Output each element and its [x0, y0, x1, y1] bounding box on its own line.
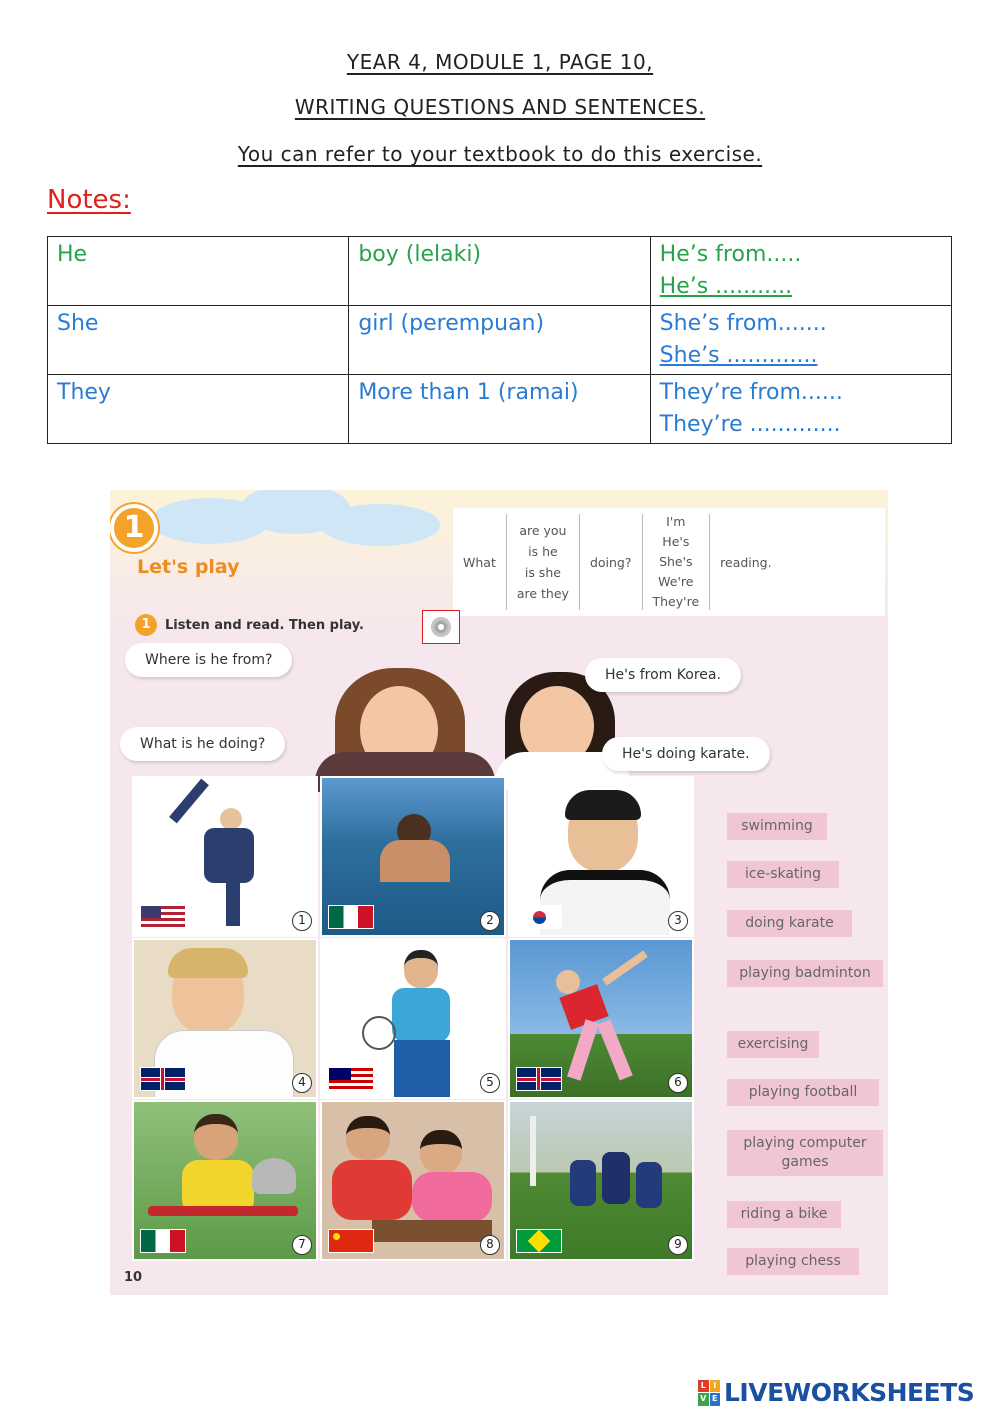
photo-swimming [320, 776, 506, 937]
pronoun-cell: They [48, 375, 349, 444]
notes-table [47, 236, 952, 444]
skater-body [204, 828, 254, 883]
activity-label: playing computer games [727, 1130, 883, 1176]
pattern-doing: She’s ............. [659, 343, 818, 368]
exercise-girl-arm [602, 950, 648, 985]
skater-leg [169, 779, 209, 824]
meaning-cell: More than 1 (ramai) [349, 375, 650, 444]
racket-icon [362, 1016, 396, 1050]
instruction-text: Listen and read. Then play. [165, 617, 364, 633]
flag-malaysia-icon [328, 1067, 374, 1091]
chess-girl-face [420, 1130, 462, 1174]
worksheet-subtitle [0, 95, 1000, 119]
meaning-cell: boy (lelaki) [349, 237, 650, 306]
grammar-col-answer [643, 514, 711, 610]
activity-label: playing football [727, 1079, 879, 1106]
activity-label: ice-skating [727, 861, 839, 888]
flag-brazil-icon [516, 1229, 562, 1253]
photo-karate [508, 776, 694, 937]
pattern-cell [650, 375, 951, 444]
photo-number: 4 [292, 1073, 312, 1093]
chess-mother-shirt [332, 1160, 412, 1220]
activity-label: doing karate [727, 910, 852, 937]
logo-mark-letter: V [698, 1393, 709, 1406]
section-title: Let's play [137, 556, 240, 578]
swimmer-back [380, 840, 450, 882]
badminton-girl-shorts [394, 1040, 450, 1099]
liveworksheets-logo[interactable] [698, 1378, 974, 1407]
notes-row-she [48, 306, 952, 375]
flag-mexico-icon [140, 1229, 186, 1253]
unit-number-badge: 1 [110, 504, 158, 552]
grammar-box [453, 508, 885, 616]
flag-korea-icon [516, 905, 562, 929]
flag-uk-icon [516, 1067, 562, 1091]
chess-board [372, 1220, 492, 1242]
pattern-from: They’re from...... [659, 380, 843, 405]
flag-usa-icon [140, 905, 186, 929]
photo-exercising [508, 938, 694, 1099]
logo-mark-letter: I [710, 1380, 721, 1393]
speech-bubble: Where is he from? [125, 643, 292, 677]
photo-number: 5 [480, 1073, 500, 1093]
photo-number: 9 [668, 1235, 688, 1255]
cloud-decoration [320, 504, 440, 546]
photo-number: 3 [668, 911, 688, 931]
logo-text: LIVEWORKSHEETS [724, 1378, 975, 1407]
grammar-word: reading. [720, 554, 772, 570]
activity-label: playing badminton [727, 960, 883, 987]
photo-riding-bike [132, 1100, 318, 1261]
pronoun-cell: He [48, 237, 349, 306]
pattern-from: She’s from....... [659, 311, 827, 336]
grammar-word: What [463, 554, 496, 570]
instruction-number: 1 [135, 614, 157, 636]
grammar-col-verb [710, 514, 781, 610]
logo-mark-icon [698, 1380, 720, 1406]
photo-number: 1 [292, 911, 312, 931]
flag-mexico-icon [328, 905, 374, 929]
pattern-doing: He’s ........... [659, 274, 793, 299]
grammar-col-what [453, 514, 507, 610]
football-player [636, 1162, 662, 1208]
badminton-girl-face [404, 950, 438, 988]
football-player [602, 1152, 630, 1204]
flag-china-icon [328, 1229, 374, 1253]
gamer-hair [168, 948, 248, 978]
pattern-from: He’s from..... [659, 242, 802, 267]
logo-mark-letter: E [710, 1393, 721, 1406]
grammar-word: is he [528, 544, 558, 559]
photo-football [508, 1100, 694, 1261]
photo-chess [320, 1100, 506, 1261]
title-line-3: You can refer to your textbook to do this exercise. [237, 142, 763, 166]
photo-ice-skating [132, 776, 318, 937]
speech-bubble: He's from Korea. [585, 658, 741, 692]
speech-bubble: What is he doing? [120, 727, 285, 761]
grammar-word: He's [662, 534, 690, 549]
cd-icon [431, 617, 451, 637]
football-player [570, 1160, 596, 1206]
grammar-word: is she [524, 565, 561, 580]
karate-boy-hair [565, 790, 641, 820]
photo-number: 6 [668, 1073, 688, 1093]
notes-row-he [48, 237, 952, 306]
skater-leg [226, 878, 240, 926]
title-line-2: WRITING QUESTIONS AND SENTENCES. [294, 95, 706, 119]
badminton-girl-shirt [392, 988, 450, 1042]
skater-head [220, 808, 242, 830]
grammar-word: are they [516, 586, 569, 601]
chess-girl-shirt [412, 1172, 492, 1222]
audio-cd-button[interactable] [422, 610, 460, 644]
photo-number: 2 [480, 911, 500, 931]
photo-computer-games [132, 938, 318, 1099]
grammar-word: I'm [666, 514, 686, 529]
worksheet-instruction [0, 142, 1000, 166]
photo-badminton [320, 938, 506, 1099]
grammar-word: She's [659, 554, 693, 569]
goal-post [530, 1116, 536, 1186]
textbook-page-number: 10 [124, 1270, 143, 1285]
notes-label: Notes: [47, 185, 131, 215]
activity-label: playing chess [727, 1248, 859, 1275]
helmet-icon [252, 1158, 296, 1194]
activity-label: swimming [727, 813, 827, 840]
grammar-col-doing [580, 514, 643, 610]
pronoun-cell: She [48, 306, 349, 375]
notes-row-they [48, 375, 952, 444]
meaning-cell: girl (perempuan) [349, 306, 650, 375]
pattern-cell [650, 306, 951, 375]
grammar-word: doing? [589, 554, 632, 570]
activity-label: riding a bike [727, 1201, 841, 1228]
exercise-girl-leg [597, 1020, 632, 1081]
grammar-word: We're [658, 574, 694, 589]
grammar-word: are you [519, 523, 567, 538]
textbook-page [110, 490, 888, 1295]
chess-mother-face [346, 1116, 390, 1160]
worksheet-title [0, 50, 1000, 74]
pattern-cell [650, 237, 951, 306]
grammar-col-subject [507, 514, 580, 610]
photo-number: 7 [292, 1235, 312, 1255]
pattern-doing: They’re ............. [659, 412, 841, 437]
photo-grid [132, 776, 698, 1251]
flag-uk-icon [140, 1067, 186, 1091]
activity-instruction [135, 614, 364, 636]
grammar-word: They're [652, 594, 700, 609]
activity-label: exercising [727, 1031, 819, 1058]
bike-handlebar [148, 1206, 298, 1216]
logo-mark-letter: L [698, 1380, 709, 1393]
speech-bubble: He's doing karate. [602, 737, 770, 771]
bike-boy-face [194, 1114, 238, 1160]
photo-number: 8 [480, 1235, 500, 1255]
title-line-1: YEAR 4, MODULE 1, PAGE 10, [346, 50, 654, 74]
